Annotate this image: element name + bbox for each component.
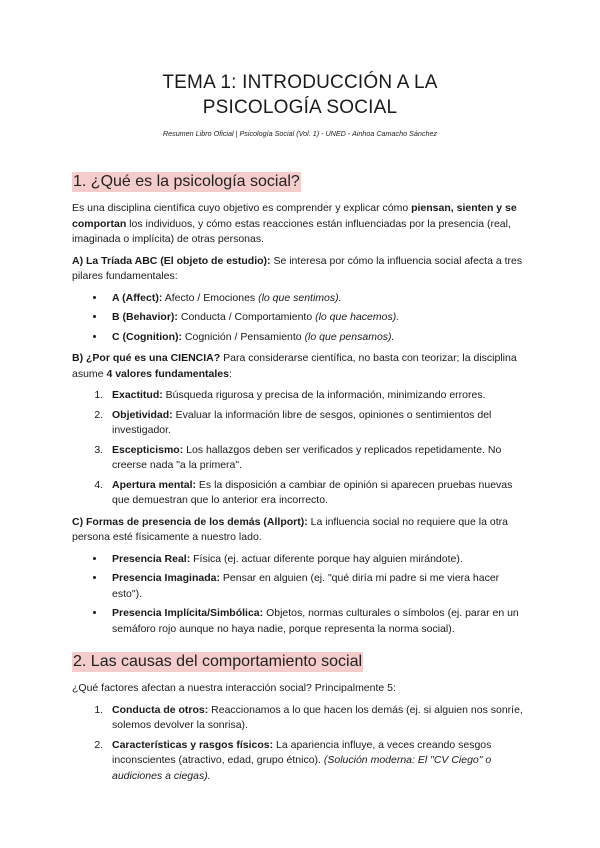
item-label: A (Affect): <box>112 291 163 304</box>
section-1-heading-text: 1. ¿Qué es la psicología social? <box>73 173 300 190</box>
causas-list <box>72 703 528 785</box>
list-item <box>106 291 528 307</box>
item-italic: (Solución moderna: El "CV Ciego" o audiciones a ciegas). <box>112 754 492 782</box>
presencia-list <box>72 552 528 638</box>
presencia-paragraph <box>72 515 528 546</box>
ciencia-paragraph <box>72 351 528 382</box>
item-label: Presencia Real: <box>112 552 191 565</box>
item-label: Exactitud: <box>112 389 163 401</box>
item-text: Los hallazgos deben ser verificados y replicados repetidamente. No creerse nada "a la primera". <box>112 443 502 471</box>
ciencia-text-b: : <box>229 367 232 380</box>
section-2-heading-text: 2. Las causas del comportamiento social <box>73 653 363 670</box>
ciencia-bold: 4 valores fundamentales <box>106 367 229 380</box>
document-title <box>72 70 528 120</box>
item-text: Búsqueda rigurosa y precisa de la información, minimizando errores. <box>162 389 486 401</box>
triada-text: Se interesa por cómo la influencia social afecta a tres pilares fundamentales: <box>72 254 523 282</box>
item-label: B (Behavior): <box>112 311 178 323</box>
list-item <box>106 408 528 439</box>
intro-text-c: los individuos, y cómo estas reacciones están influenciadas por la presencia (real, imaginada o implícita) de otras personas. <box>72 217 511 245</box>
item-text: Objetos, normas culturales o símbolos (ej. parar en un semáforo rojo aunque no haya nadie, porque representa la norma social). <box>112 607 519 635</box>
ciencia-label: B) ¿Por qué es una CIENCIA? <box>72 352 221 364</box>
list-item <box>106 330 528 346</box>
ciencia-list <box>72 388 528 509</box>
title-line-1: TEMA 1: INTRODUCCIÓN A LA <box>162 72 438 93</box>
item-label: Presencia Imaginada: <box>112 572 220 584</box>
triada-label: A) La Tríada ABC (El objeto de estudio): <box>72 254 271 267</box>
item-label: Presencia Implícita/Simbólica: <box>112 607 264 619</box>
item-label: Apertura mental: <box>112 478 197 491</box>
list-item <box>106 552 528 568</box>
item-text: Física (ej. actuar diferente porque hay alguien mirándote). <box>190 552 463 565</box>
list-item <box>106 478 528 509</box>
list-item <box>106 388 528 404</box>
ciencia-text-a: Para considerarse científica, no basta con teorizar; la disciplina asume <box>72 352 517 380</box>
intro-text-a: Es una disciplina científica cuyo objetivo es comprender y explicar cómo <box>72 202 412 214</box>
section-2-heading <box>72 651 528 673</box>
item-label: Objetividad: <box>112 408 173 421</box>
item-label: C (Cognition): <box>112 330 182 343</box>
item-text: Evaluar la información libre de sesgos, opiniones o sentimientos del investigador. <box>112 408 492 436</box>
triada-list <box>72 291 528 346</box>
document-subtitle: Resumen Libro Oficial | Psicología Social (Vol. 1) - UNED - Ainhoa Camacho Sánchez <box>162 129 438 138</box>
list-item <box>106 443 528 474</box>
item-label: Conducta de otros: <box>112 703 209 716</box>
item-text: Cognición / Pensamiento <box>181 330 305 343</box>
title-line-2: PSICOLOGÍA SOCIAL <box>202 97 398 118</box>
item-text: Afecto / Emociones <box>162 291 259 304</box>
item-label: Características y rasgos físicos: <box>112 738 274 751</box>
triada-paragraph <box>72 254 528 285</box>
presencia-text: La influencia social no requiere que la otra persona esté físicamente a nuestro lado. <box>72 515 508 543</box>
section-2-intro: ¿Qué factores afectan a nuestra interacción social? Principalmente 5: <box>72 682 396 694</box>
item-text: Es la disposición a cambiar de opinión si aparecen pruebas nuevas que demuestran que lo anterior era incorrecto. <box>112 478 513 506</box>
list-item <box>106 703 528 734</box>
item-label: Escepticismo: <box>112 443 184 456</box>
intro-bold: piensan, sienten y se comportan <box>72 202 517 230</box>
list-item <box>106 606 528 637</box>
section-1-heading <box>72 171 528 193</box>
item-text: La apariencia influye, a veces creando sesgos inconscientes (atractivo, edad, grupo étnico). <box>112 738 492 766</box>
item-italic: (lo que sentimos). <box>258 291 342 304</box>
item-italic: (lo que pensamos). <box>304 330 395 343</box>
list-item <box>106 738 528 785</box>
list-item <box>106 571 528 602</box>
item-text: Pensar en alguien (ej. "qué diría mi padre si me viera hacer esto"). <box>112 572 500 600</box>
presencia-label: C) Formas de presencia de los demás (Allport): <box>72 515 308 528</box>
item-text: Conducta / Comportamiento <box>177 311 316 323</box>
item-text: Reaccionamos a lo que hacen los demás (ej. si alguien nos sonríe, solemos devolver la sonrisa). <box>112 703 523 731</box>
section-1-intro <box>72 201 528 248</box>
list-item <box>106 310 528 326</box>
item-italic: (lo que hacemos). <box>315 311 400 323</box>
